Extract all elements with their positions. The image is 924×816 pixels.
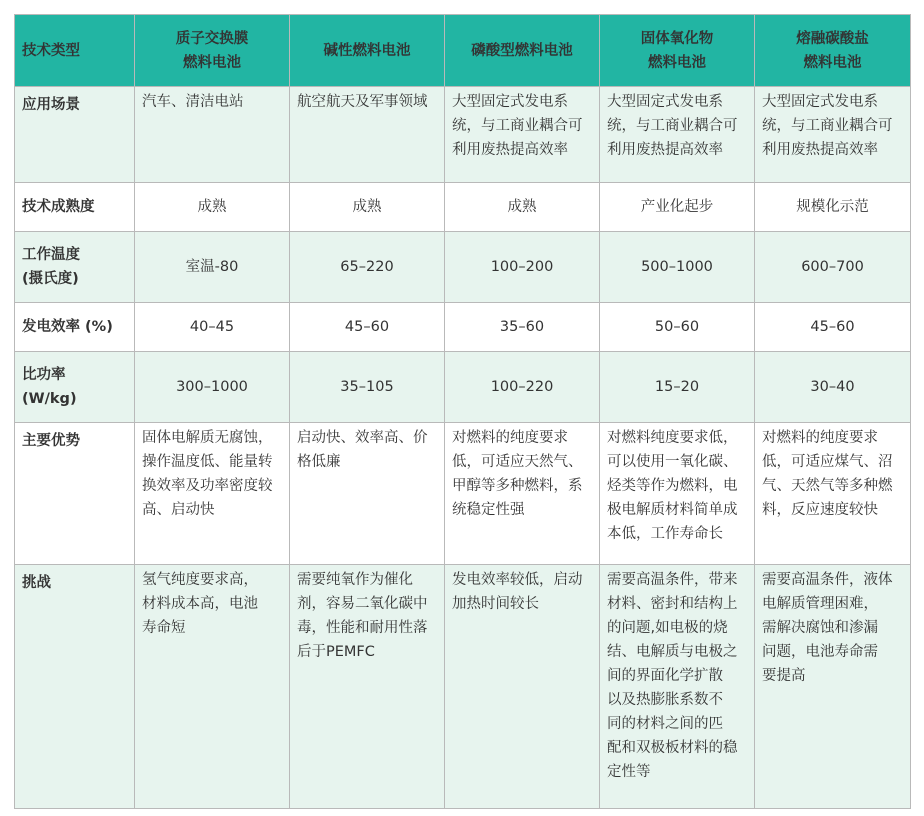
table-cell: 40–45 <box>135 303 290 352</box>
header-sofc: 固体氧化物 燃料电池 <box>600 15 755 87</box>
header-mcfc: 熔融碳酸盐 燃料电池 <box>755 15 911 87</box>
table-row <box>15 183 911 232</box>
table-cell: 15–20 <box>600 352 755 423</box>
table-cell: 30–40 <box>755 352 911 423</box>
table-row <box>15 232 911 303</box>
row-label: 技术成熟度 <box>15 183 135 232</box>
table-cell: 室温-80 <box>135 232 290 303</box>
table-cell: 规模化示范 <box>755 183 911 232</box>
table-cell: 50–60 <box>600 303 755 352</box>
table-cell: 大型固定式发电系 统，与工商业耦合可 利用废热提高效率 <box>755 87 911 183</box>
table-cell: 发电效率较低，启动 加热时间较长 <box>445 565 600 809</box>
row-label: 主要优势 <box>15 423 135 565</box>
table-row <box>15 565 911 809</box>
header-pafc: 磷酸型燃料电池 <box>445 15 600 87</box>
table-cell: 航空航天及军事领域 <box>290 87 445 183</box>
table-cell: 45–60 <box>755 303 911 352</box>
table-cell: 对燃料纯度要求低， 可以使用一氧化碳、 烃类等作为燃料，电 极电解质材料简单成 本低，工作寿命长 <box>600 423 755 565</box>
table-cell: 600–700 <box>755 232 911 303</box>
row-label: 发电效率 (%) <box>15 303 135 352</box>
table-cell: 启动快、效率高、价 格低廉 <box>290 423 445 565</box>
table-header <box>15 15 911 87</box>
table-row <box>15 87 911 183</box>
table-row <box>15 352 911 423</box>
table-cell: 汽车、清洁电站 <box>135 87 290 183</box>
table-cell: 需要高温条件，带来 材料、密封和结构上 的问题,如电极的烧 结、电解质与电极之 间的界面化学扩散 以及热膨胀系数不 同的材料之间的匹 配和双极板材料的稳 定性等 <box>600 565 755 809</box>
row-label: 挑战 <box>15 565 135 809</box>
table-cell: 500–1000 <box>600 232 755 303</box>
header-pemfc: 质子交换膜 燃料电池 <box>135 15 290 87</box>
header-afc: 碱性燃料电池 <box>290 15 445 87</box>
table-cell: 成熟 <box>445 183 600 232</box>
table-cell: 45–60 <box>290 303 445 352</box>
table-cell: 大型固定式发电系 统，与工商业耦合可 利用废热提高效率 <box>600 87 755 183</box>
table-cell: 对燃料的纯度要求 低，可适应煤气、沼 气、天然气等多种燃 料，反应速度较快 <box>755 423 911 565</box>
table-cell: 300–1000 <box>135 352 290 423</box>
table-cell: 100–200 <box>445 232 600 303</box>
table-cell: 需要高温条件，液体 电解质管理困难， 需解决腐蚀和渗漏 问题，电池寿命需 要提高 <box>755 565 911 809</box>
table-cell: 大型固定式发电系 统，与工商业耦合可 利用废热提高效率 <box>445 87 600 183</box>
table-cell: 35–105 <box>290 352 445 423</box>
table-cell: 对燃料的纯度要求 低，可适应天然气、 甲醇等多种燃料，系 统稳定性强 <box>445 423 600 565</box>
table-cell: 35–60 <box>445 303 600 352</box>
header-tech-type: 技术类型 <box>15 15 135 87</box>
row-label: 应用场景 <box>15 87 135 183</box>
table-cell: 需要纯氧作为催化 剂，容易二氧化碳中 毒，性能和耐用性落 后于PEMFC <box>290 565 445 809</box>
table-cell: 成熟 <box>135 183 290 232</box>
table-cell: 65–220 <box>290 232 445 303</box>
fuel-cell-comparison-table <box>14 14 911 809</box>
table-row <box>15 303 911 352</box>
table-cell: 固体电解质无腐蚀， 操作温度低、能量转 换效率及功率密度较 高、启动快 <box>135 423 290 565</box>
row-label: 比功率 (W/kg) <box>15 352 135 423</box>
table-cell: 100–220 <box>445 352 600 423</box>
table-row <box>15 423 911 565</box>
table-cell: 产业化起步 <box>600 183 755 232</box>
table-cell: 氢气纯度要求高， 材料成本高，电池 寿命短 <box>135 565 290 809</box>
row-label: 工作温度 (摄氏度) <box>15 232 135 303</box>
table-cell: 成熟 <box>290 183 445 232</box>
